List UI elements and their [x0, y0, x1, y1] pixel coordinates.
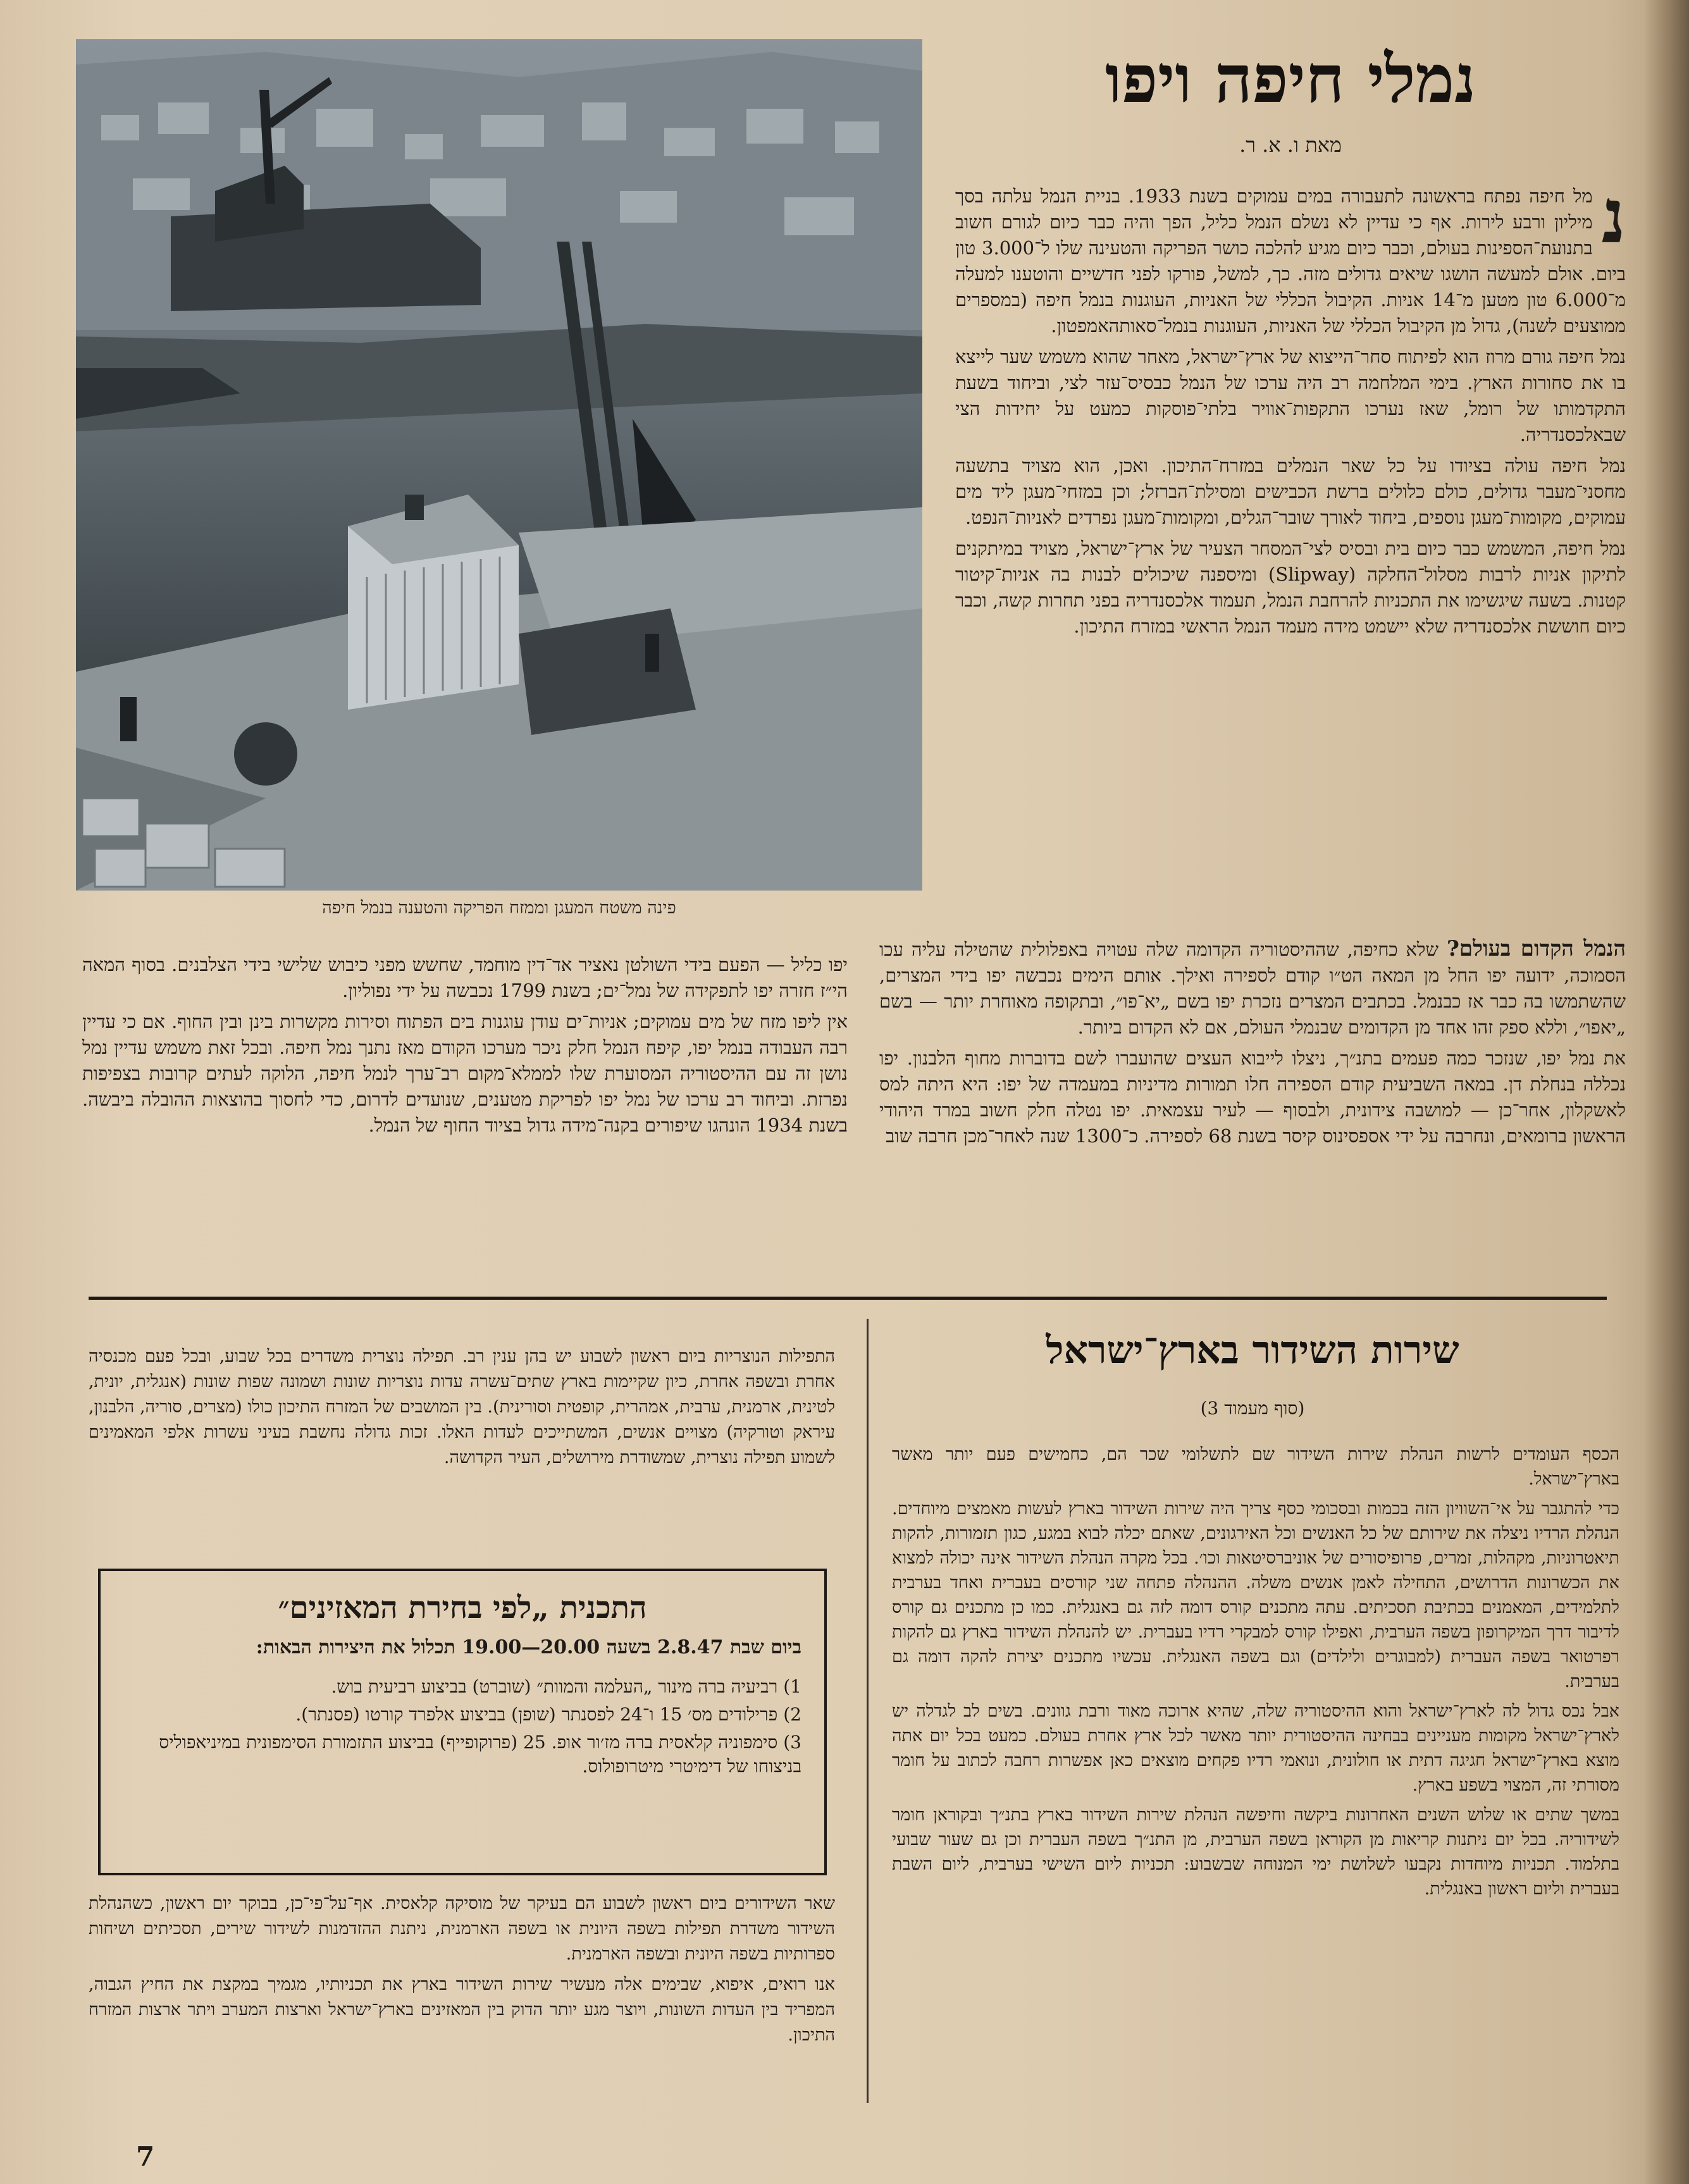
article-paragraph: הנמל הקדום בעולם? שלא כחיפה, שההיסטוריה הקדומה שלה עטויה באפלולית שהטילה עליה עכו הסמוכה, ידועה יפו החל מן המאה הט״ו קודם לספירה ואילך. אותם הימים נכבשה יפו בידי המצרים, שהשתמשו בה כבר אז כבנמל. בכתבים המצרים נזכרת יפו בשם „יא־פו״, ובתקופה מאוחרת יותר — בשם „יאפו״, וללא ספק זהו אחד מן הקדומים שבנמלי העולם, אם לא הקדום ביותר.: [879, 936, 1626, 1038]
page-number: 7: [136, 2141, 155, 2172]
article-paragraph: התפילות הנוצריות ביום ראשון לשבוע יש בהן ענין רב. תפילה נוצרית משדרים בכל שבוע, ובכל פעם מכנסיה אחרת ובשפה אחרת, כיון שקיימות בארץ שתים־עשרה עדות נוצריות שונות ושמונה שפות שונות (אנגלית, יונית, לטינית, ארמנית, ערבית, אמהרית, קופטית וסורינית). בין המושבים של המזרח התיכון כולו (מצרים, סוריה, הלבנון, עיראק וטורקיה) מצויים אנשים, המשתייכים לעדות האלו. זכות גדולה נחשבת בעיני עשרות אלפי המאמינים לשמוע תפילה נוצרית, שמשודרת מירושלים, העיר הקדושה.: [89, 1347, 835, 1467]
column-divider: [867, 1319, 869, 2103]
article-subtitle: (סוף מעמוד 3): [1200, 1398, 1305, 1419]
page-edge: [1645, 0, 1689, 2184]
program-box-title: התכנית „לפי בחירת המאזינים״: [278, 1590, 647, 1626]
drop-cap: נ: [1601, 172, 1626, 260]
haifa-port-photo: [76, 39, 922, 891]
article-paragraph: נמל חיפה, המשמש כבר כיום בית ובסיס לצי־המסחר הצעיר של ארץ־ישראל, מצויד במיתקנים לתיקון אניות לרבות מסלול־החלקה (Slipway) ומיספנה שיכולים לבנות בה אניות־קיטור קטנות. בשעה שיגשימו את התכניות להרחבת הנמל, תעמוד אלכסנדריה בפני תחרות קשה, וכבר כיום חוששת אלכסנדריה שלא יישמט מידה מעמד הנמל הראשי במזרח התיכון.: [955, 538, 1626, 637]
article2-column-left-bottom: [89, 1891, 835, 2053]
article-paragraph: אין ליפו מזח של מים עמוקים; אניות־ים עודן עוגנות בים הפתוח וסירות מקשרות בינן ובין החוף. אם כי עדיין רבה העבודה בנמל יפו, קיפח הנמל חלק ניכר מערכו הקודם מאז נתנך נמל חיפה. ובכל זאת משמש עדיין נמל נושן זה עם ההיסטוריה המסוערת שלו לממלא־מקום רב־ערך לנמל חיפה, הלוקה לעתים קרובות בצפיפות נפרזת. וביחוד רב ערכו של נמל יפו לפריקת מטענים, שנועדים לדרום, כדי לחסוך בהוצאות ההובלה ביבשה. בשנת 1934 הונהגו שיפורים בקנה־מידה גדול בציוד החוף של הנמל.: [82, 1011, 848, 1136]
article-title: נמלי חיפה ויפו: [1104, 40, 1476, 118]
program-box-intro: ביום שבת 2.8.47 בשעה 20.00—19.00 תכלול את היצירות הבאות:: [256, 1636, 801, 1658]
program-item: 1) רביעיה ברה מינור „העלמה והמוות״ (שוברט) בביצוע רביעית בוש.: [331, 1676, 801, 1697]
program-box: [98, 1569, 827, 1875]
article-paragraph: הכסף העומדים לרשות הנהלת שירות השידור שם לתשלומי שכר הם, כחמישים פעם יותר מאשר בארץ־ישראל.: [892, 1445, 1619, 1489]
article-column-left: [82, 952, 848, 1144]
photo-caption: פינה משטח המעגן וממזח הפריקה והטענה בנמל חיפה: [322, 898, 676, 918]
program-item: 3) סימפוניה קלאסית ברה מז׳ור אופ. 25 (פרוקופייף) בביצוע התזמורת הסימפונית במיניאפוליס בניצוחו של דימיטרי מיטרופולוס.: [159, 1732, 801, 1777]
article-paragraph: נמל חיפה עולה בציודו על כל שאר הנמלים במזרח־התיכון. ואכן, הוא מצויד בתשעה מחסני־מעבר גדולים, כולם כלולים ברשת הכבישים ומסילת־הברזל; וכן במזחי־מעגן ליד מים עמוקים, מקומות־מעגן נוספים, ביחוד לאורך שובר־הגלים, ומקומות־מעגן נפרדים לאניות־הנפט.: [955, 455, 1626, 528]
article-paragraph: את נמל יפו, שנזכר כמה פעמים בתנ״ך, ניצלו לייבוא העצים שהועברו לשם בדוברות מחוף הלבנון. יפו נכללה בנחלת דן. במאה השביעית קודם הספירה חלו תמורות מדיניות במעמדה של יפו: היא היתה למס לאשקלון, אחר־כן — למושבה צידונית, ולבסוף — לעיר עצמאית. יפו נטלה חלק חשוב במרד היהודי הראשון ברומאים, ונחרבה על ידי אספסינוס קיסר בשנת 68 לספירה. כ־1300 שנה לאחר־מכן חרבה שוב: [879, 1047, 1626, 1147]
article-title: שירות השידור בארץ־ישראל: [1046, 1328, 1459, 1373]
program-item: 2) פרילודים מס׳ 15 ו־24 לפסנתר (שופן) בביצוע אלפרד קורטו (פסנתר).: [295, 1704, 801, 1725]
article-paragraph: אבל נכס גדול לה לארץ־ישראל והוא ההיסטוריה שלה, שהיא ארוכה מאוד ורבת גוונים. בשים לב לגדלה יש לארץ־ישראל מקומות מעניינים בבחינה ההיסטורית יותר מאשר לכל ארץ אחרת בעולם. כמעט בכל יום אתה מוצא בארץ־ישראל חגיגה דתית או חולונית, ונואמי רדיו פקחים מוצאים כאן אפשרות רחבה לכתוב על חומר מסורתי זה, המצוי בשפע בארץ.: [892, 1701, 1619, 1795]
article-paragraph: כדי להתגבר על אי־השוויון הזה בכמות ובסכומי כסף צריך היה שירות השידור בארץ לעשות מאמצים מיוחדים. הנהלת הרדיו ניצלה את שירותם של כל האנשים וכל האירגונים, שאתם יכלה לבוא במגע, כגון תזמורות, להקות תיאטרוניות, מקהלות, זמרים, פרופיסורים של אוניברסיטאות וכו׳. בכל מקרה הנהלת השידור אינה יכולה למצוא את הכשרונות הדרושים, התחילה לאמן אנשים משלה. ההנהלה פתחה שני קורסים בעברית ואחד בערבית לתלמידים, המאמנים בכתיבת תסכיתים. עתה מתכנים קורס דומה לזה גם באנגלית. כמו כן מתכנים גם קורס לדיבור דרך המיקרופון בשפה הערבית, ואפילו קורס למבקרי רדיו בעברית. יש להנהלת השידור בארץ גם להקות רפרטואר בשפה העברית (למבוגרים ולילדים) וגם בשפה האנגלית. עכשיו מתכנים יצירת להקה דומה גם בערבית.: [892, 1499, 1619, 1691]
article-paragraph: יפו כליל — הפעם בידי השולטן נאציר אד־דין מוחמד, שחשש מפני כיבוש שלישי בידי הצלבנים. בסוף המאה הי״ז חזרה יפו לתפקידה של נמל־ים; בשנת 1799 נכבשה על ידי נפוליון.: [82, 954, 848, 1001]
article-column-bottom-right: [879, 936, 1626, 1154]
article-paragraph: שאר השידורים ביום ראשון לשבוע הם בעיקר של מוסיקה קלאסית. אף־על־פי־כן, בבוקר יום ראשון, כשהנהלת השידור משדרת תפילות בשפה היונית או בשפה הארמנית, ניתנת ההזדמנות לשידור שירים, תסכיתים ושיחות ספרותיות בשפה היונית ובשפה הארמנית.: [89, 1894, 835, 1964]
article-byline: מאת ו. א. ר.: [1239, 133, 1342, 157]
article-paragraph: אנו רואים, איפוא, שבימים אלה מעשיר שירות השידור בארץ את תכניותיו, מגמיך במקצת את החיץ הגבוה, המפריד בין העדות השונות, ויוצר מגע יותר הדוק בין המאזינים בארץ־ישראל וארצות המערב ויתר ארצות המזרח התיכון.: [89, 1975, 835, 2045]
article-paragraph: במשך שתים או שלוש השנים האחרונות ביקשה וחיפשה הנהלת שירות השידור בארץ בתנ״ך ובקוראן חומר לשידוריה. בכל יום ניתנות קריאות מן הקוראן בשפה הערבית, מן התנ״ך בשפה העברית וכן גם שעור שבועי בתלמוד. תכניות מיוחדות נקבעו לשלושת ימי המנוחה שבשבוע: תכניות ליום השישי בערבית, ליום השבת בעברית וליום ראשון באנגלית.: [892, 1805, 1619, 1899]
article2-column-left-top: [89, 1344, 835, 1476]
article-paragraph: נמל חיפה גורם מרוז הוא לפיתוח סחר־הייצוא של ארץ־ישראל, מאחר שהוא משמש שער לייצא בו את סחורות הארץ. בימי המלחמה רב היה ערכו של הנמל כבסיס־עזר לצי, וביחוד בשעת התקדמותו של רומל, שאז נערכו התקפות־אוויר בלתי־פוסקות כמעט על יחידות הצי שבאלכסנדריה.: [955, 346, 1626, 445]
article-column-right: [955, 172, 1626, 645]
article-paragraph: נ מל חיפה נפתח בראשונה לתעבורה במים עמוקים בשנת 1933. בניית הנמל עלתה בסך מיליון ורבע לירות. אף כי עדיין לא נשלם הנמל כליל, הפך והיה כבר כיום לגורם חשוב בתנועת־הספינות בעולם, וכבר כיום מגיע להלכה כושר הפריקה והטעינה שלו ל־3.000 טון ביום. אולם למעשה הושגו שיאים גדולים מזה. כך, למשל, פורקו לפני חדשיים והוטענו למעלה מ־6.000 טון מטען מ־14 אניות. הקיבול הכללי של האניות, העוגנות בנמל חיפה (במספרים ממוצעים לשנה), גדול מן הקיבול הכללי של האניות, העוגנות בנמל־סאותהאמפטון.: [955, 172, 1626, 336]
section-subhead: הנמל הקדום בעולם?: [1446, 936, 1626, 961]
section-divider: [89, 1297, 1607, 1300]
article2-column-right: [892, 1442, 1619, 1906]
